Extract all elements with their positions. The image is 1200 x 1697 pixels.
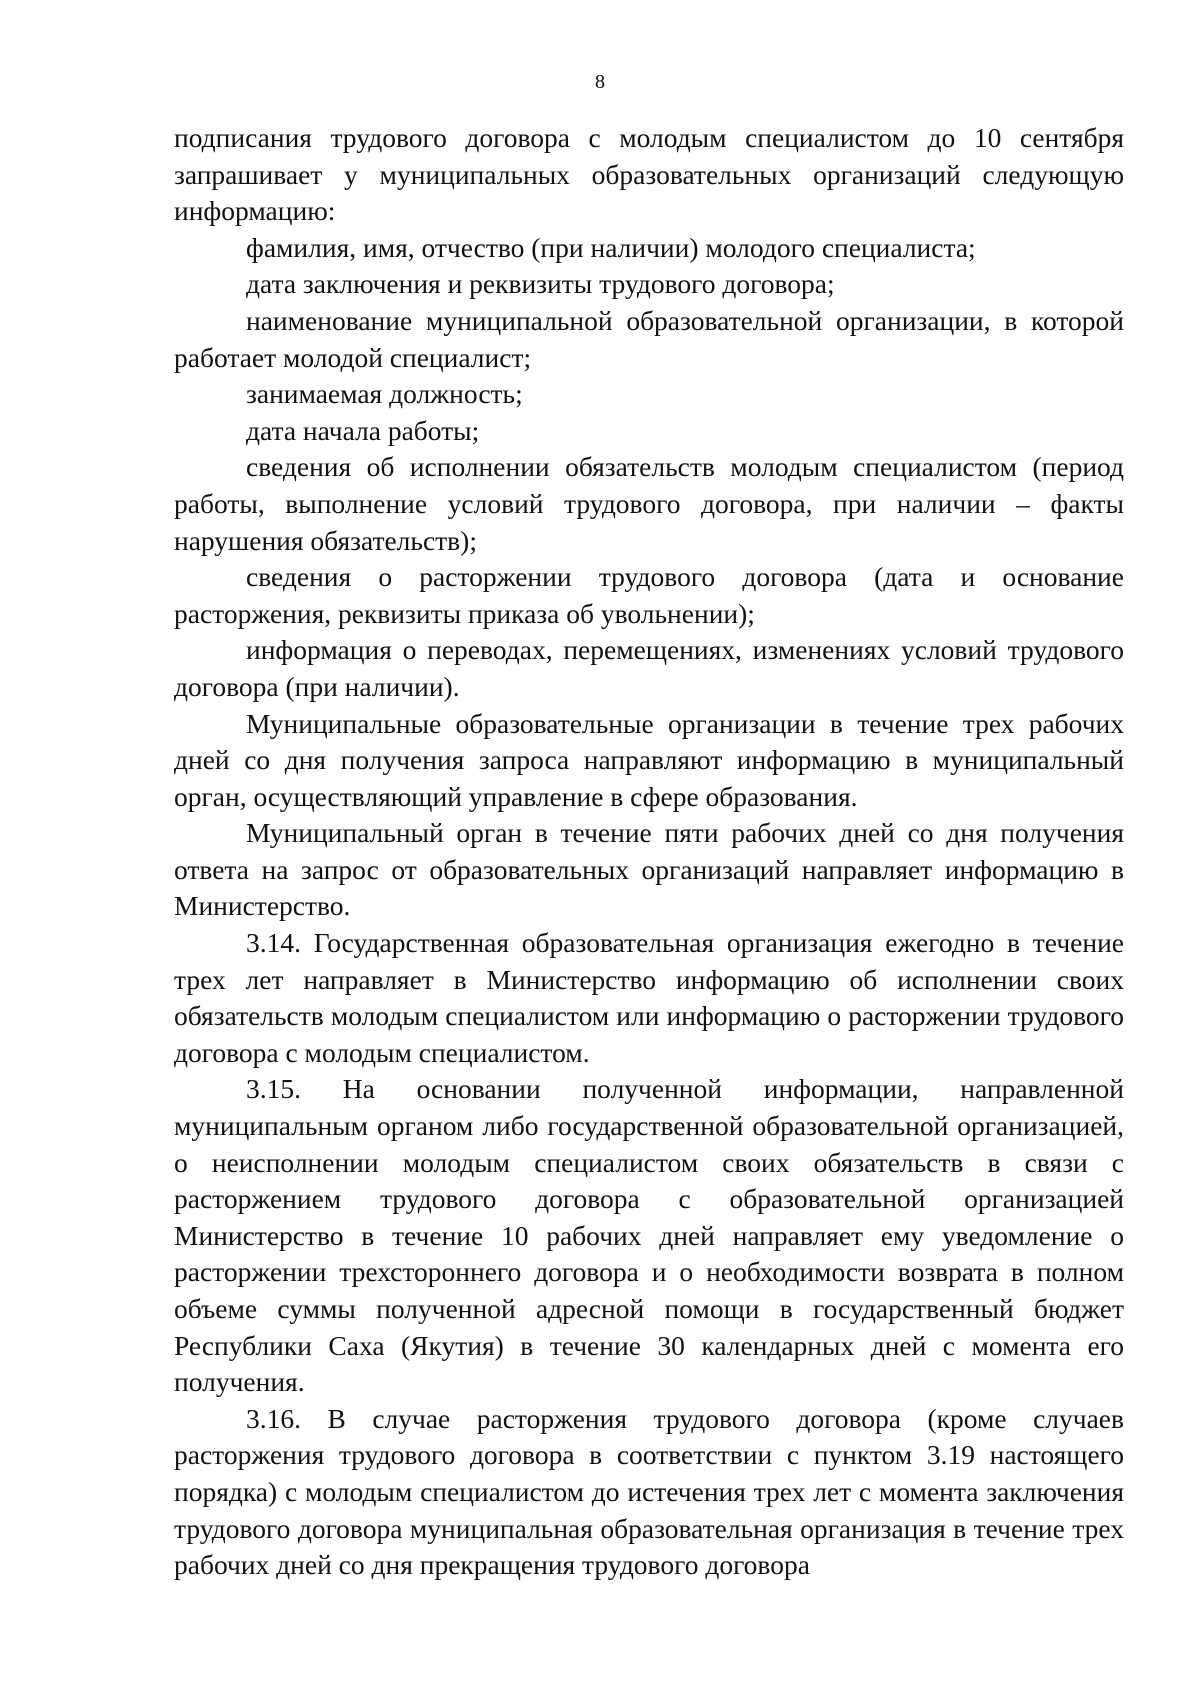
paragraph-municipal-body: Муниципальный орган в течение пяти рабочих дней со дня получения ответа на запрос от образовательных организаций направляет информацию в Министерство. <box>174 817 1124 922</box>
list-item-obligations: сведения об исполнении обязательств молодым специалистом (период работы, выполнение условий трудового договора, при наличии – факты нарушения обязательств); <box>174 451 1124 556</box>
list-item-contract-date: дата заключения и реквизиты трудового договора; <box>246 268 835 300</box>
list-item-termination: сведения о расторжении трудового договора (дата и основание расторжения, реквизиты приказа об увольнении); <box>174 561 1124 629</box>
clause-3-14: 3.14. Государственная образовательная организация ежегодно в течение трех лет направляет в Министерство информацию об исполнении своих обязательств молодым специалистом или информацию о расторжении трудового договора с молодым специалистом. <box>174 927 1124 1068</box>
page-number: 8 <box>595 71 605 93</box>
list-item-position: занимаемая должность; <box>246 378 523 410</box>
list-item-transfers: информация о переводах, перемещениях, изменениях условий трудового договора (при наличии). <box>174 634 1124 702</box>
paragraph-continuation: подписания трудового договора с молодым специалистом до 10 сентября запрашивает у муниципальных образовательных организаций следующую информацию: <box>174 122 1124 227</box>
document-body <box>174 120 1124 1584</box>
list-item-organization-name: наименование муниципальной образовательной организации, в которой работает молодой специалист; <box>174 304 1124 373</box>
list-item-start-date: дата начала работы; <box>246 414 480 446</box>
clause-3-16: 3.16. В случае расторжения трудового договора (кроме случаев расторжения трудового договора в соответствии с пунктом 3.19 настоящего порядка) с молодым специалистом до истечения трех лет с момента заключения трудового договора муниципальная образовательная организация в течение трех рабочих дней со дня прекращения трудового договора <box>174 1402 1124 1581</box>
list-item-full-name: фамилия, имя, отчество (при наличии) молодого специалиста; <box>246 231 976 263</box>
clause-3-15: 3.15. На основании полученной информации, направленной муниципальным органом либо государственной образовательной организацией, о неисполнении молодым специалистом своих обязательств в связи с расторжением трудового договора с образовательной организацией Министерство в течение 10 рабочих дней направляет ему уведомление о расторжении трехстороннего договора и о необходимости возврата в полном объеме суммы полученной адресной помощи в государственный бюджет Республики Саха (Якутия) в течение 30 календарных дней с момента его получения. <box>174 1073 1124 1398</box>
paragraph-municipal-organizations: Муниципальные образовательные организации в течение трех рабочих дней со дня получения запроса направляют информацию в муниципальный орган, осуществляющий управление в сфере образования. <box>174 707 1124 812</box>
